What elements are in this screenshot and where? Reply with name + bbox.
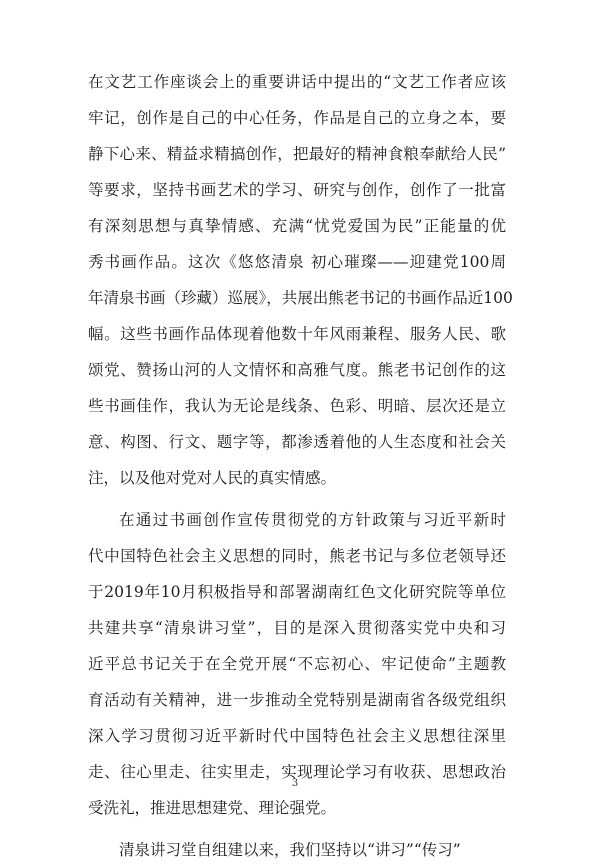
- body-text: [88, 64, 513, 868]
- text-line: 育活动有关精神，进一步推动全党特别是湖南省各级党组织: [88, 691, 506, 709]
- text-line: 等要求，坚持书画艺术的学习、研究与创作，创作了一批富: [88, 181, 506, 199]
- text-line: 在通过书画创作宣传贯彻党的方针政策与习近平新时: [119, 511, 506, 529]
- text-line: 走、往心里走、往实里走，实现理论学习有收获、思想政治: [88, 763, 506, 781]
- text-line: 颂党、赞扬山河的人文情怀和高雅气度。熊老书记创作的这: [88, 361, 506, 379]
- text-line: 有深刻思想与真挚情感、充满“忧党爱国为民”正能量的优: [88, 217, 506, 235]
- text-line: 在文艺工作座谈会上的重要讲话中提出的“文艺工作者应该: [88, 73, 506, 91]
- text-line: 年清泉书画（珍藏）巡展》，共展出熊老书记的书画作品近100: [88, 289, 513, 307]
- text-line: 近平总书记关于在全党开展“不忘初心、牢记使命”主题教: [88, 655, 506, 673]
- text-line: 秀书画作品。这次《悠悠清泉 初心璀璨——迎建党100周: [88, 253, 506, 271]
- text-line: 意、构图、行文、题字等，都渗透着他的人生态度和社会关: [88, 433, 506, 451]
- text-line: 注，以及他对党对人民的真实情感。: [88, 469, 337, 487]
- paragraph: [88, 832, 506, 868]
- text-line: 牢记，创作是自己的中心任务，作品是自己的立身之本，要: [88, 109, 506, 127]
- text-line: 清泉讲习堂自组建以来，我们坚持以“讲习”“传习”: [119, 841, 461, 859]
- page-number: 3: [291, 778, 299, 789]
- paragraph: [88, 64, 513, 496]
- text-line: 共建共享“清泉讲习堂”，目的是深入贯彻落实党中央和习: [88, 619, 506, 637]
- text-line: 深入学习贯彻习近平新时代中国特色社会主义思想往深里: [88, 727, 506, 745]
- text-line: 受洗礼，推进思想建党、理论强党。: [88, 799, 337, 817]
- text-line: 些书画佳作，我认为无论是线条、色彩、明暗、层次还是立: [88, 397, 506, 415]
- text-line: 幅。这些书画作品体现着他数十年风雨兼程、服务人民、歌: [88, 325, 506, 343]
- text-line: 于2019年10月积极指导和部署湖南红色文化研究院等单位: [88, 583, 506, 601]
- text-line: 静下心来、精益求精搞创作，把最好的精神食粮奉献给人民”: [88, 145, 506, 163]
- text-line: 代中国特色社会主义思想的同时，熊老书记与多位老领导还: [88, 547, 506, 565]
